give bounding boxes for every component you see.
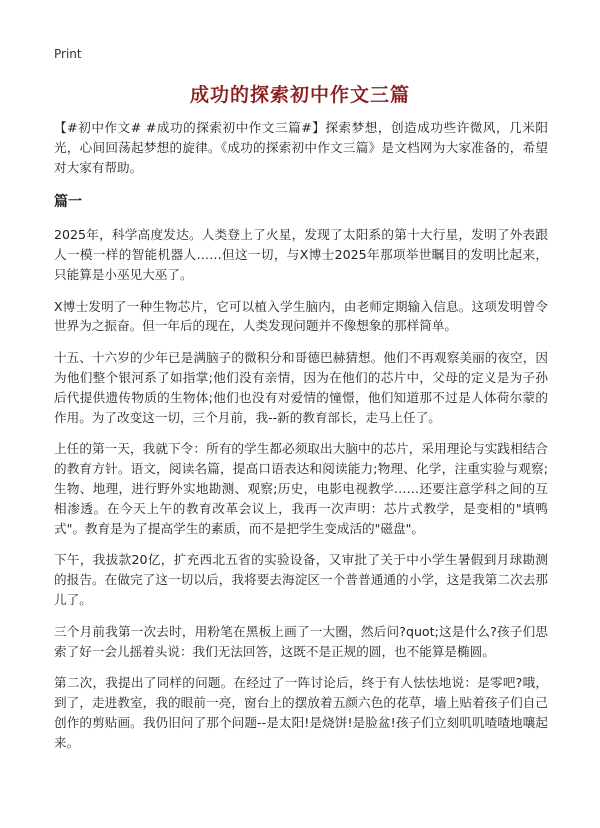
- print-link[interactable]: Print: [54, 47, 82, 61]
- page-title: 成功的探索初中作文三篇: [189, 84, 410, 106]
- paragraph: 上任的第一天，我就下令：所有的学生都必须取出大脑中的芯片，采用理论与实践相结合的教育方针。语文，阅读名篇，提高口语表达和阅读能力;物理、化学，注重实验与观察;生物、地理，进行野外实地勘测、观察;历史，电影电视教学……还要注意学科之间的互相渗透。在今天上午的教育改革会议上，我再一次声明：芯片式教学，是变相的"填鸭式"。教育是为了提高学生的素质，而不是把学生变成活的"磁盘"。: [54, 441, 548, 536]
- article-body: [54, 118, 548, 765]
- paragraph: 第二次，我提出了同样的问题。在经过了一阵讨论后，终于有人怯怯地说：是零吧?哦，到了，走进教室，我的眼前一亮，窗台上的摆放着五颜六色的花草，墙上贴着孩子们自己创作的剪贴画。我仍旧问了那个问题--是太阳!是烧饼!是脸盆!孩子们立刻叽叽喳喳地嚷起来。: [54, 675, 548, 750]
- intro-paragraph: 【#初中作文# #成功的探索初中作文三篇#】探索梦想，创造成功些许微风，几米阳光，心间回荡起梦想的旋律。《成功的探索初中作文三篇》是文档网为大家准备的，希望对大家有帮助。: [54, 120, 548, 175]
- paragraph: X博士发明了一种生物芯片，它可以植入学生脑内，由老师定期输入信息。这项发明曾令世界为之振奋。但一年后的现在，人类发现问题并不像想象的那样简单。: [54, 298, 548, 334]
- paragraph: 十五、十六岁的少年已是满脑子的微积分和哥德巴赫猜想。他们不再观察美丽的夜空，因为他们整个银河系了如指掌;他们没有亲情，因为在他们的芯片中，父母的定义是为子孙后代提供遗传物质的生物体;他们也没有对爱情的憧憬，他们知道那不过是人体荷尔蒙的作用。为了改变这一切，三个月前，我--新的教育部长，走马上任了。: [54, 350, 548, 425]
- paragraph: 下午，我拔款20亿，扩充西北五省的实验设备，又审批了关于中小学生暑假到月球勘测的报告。在做完了这一切以后，我将要去海淀区一个普普通通的小学，这是我第二次去那儿了。: [54, 552, 548, 607]
- paragraph: 三个月前我第一次去时，用粉笔在黑板上画了一大圈，然后问?quot;这是什么?孩子们思索了好一会儿摇着头说：我们无法回答，这既不是正规的圆，也不能算是椭圆。: [54, 623, 548, 659]
- section-heading: 篇一: [54, 194, 82, 211]
- paragraph: 2025年，科学高度发达。人类登上了火星，发现了太阳系的第十大行星，发明了外表跟人一模一样的智能机器人……但这一切，与X博士2025年那项举世瞩目的发明比起来，只能算是小巫见大巫了。: [54, 227, 548, 282]
